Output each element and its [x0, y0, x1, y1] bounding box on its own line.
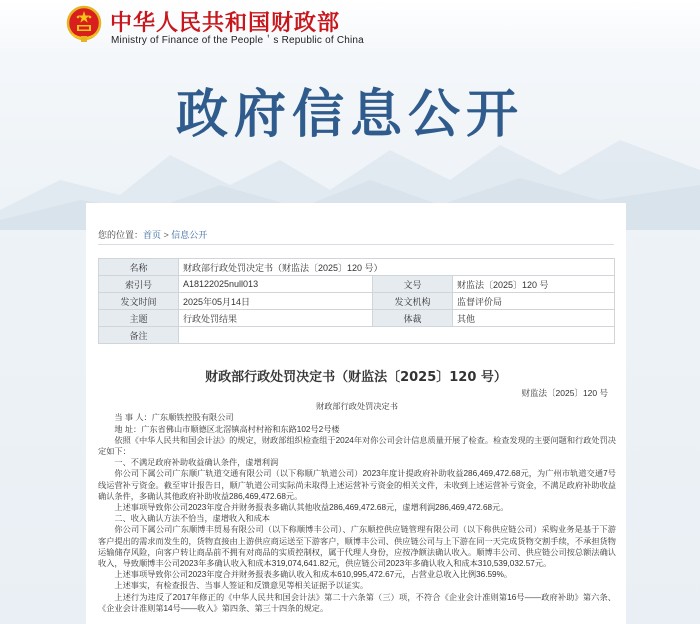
breadcrumb-prefix: 您的位置：	[98, 230, 144, 240]
paragraph-address: 地 址：广东省佛山市顺德区北滘镇高村村裕和东路102号2号楼	[114, 424, 340, 434]
breadcrumb-current-link[interactable]: 信息公开	[171, 230, 208, 240]
meta-genre-label: 体裁	[373, 310, 453, 327]
meta-index-value: A18122025null013	[179, 276, 373, 293]
document-title: 财政部行政处罚决定书（财监法〔2025〕120 号）	[205, 370, 507, 385]
banner-title: 政府信息公开	[175, 85, 524, 145]
paragraph-issue-1-result: 上述事项导致你公司2023年度合并财务报表多确认其他收益286,469,472.68元，虚增利润286,469,472.68元。	[114, 503, 509, 513]
meta-date-label: 发文时间	[99, 293, 179, 310]
meta-row-name	[99, 259, 615, 276]
ministry-name-en: Ministry of Finance of the People＇s Republic of China	[111, 35, 364, 46]
paragraph-violation: 上述行为违反了2017年修正的《中华人民共和国会计法》第二十六条第（三）项，不符合《企业会计准则第16号——政府补助》第六条、《企业会计准则第14号——收入》第四条、第三十四条的规定。	[98, 592, 616, 613]
meta-row-topic	[99, 310, 615, 327]
breadcrumb-divider	[98, 244, 614, 245]
breadcrumb-home-link[interactable]: 首页	[143, 230, 162, 240]
meta-index-label: 索引号	[99, 276, 179, 293]
paragraph-party: 当 事 人：广东顺铁控股有限公司	[114, 413, 234, 423]
meta-remark-label: 备注	[99, 327, 179, 344]
meta-row-remark	[99, 327, 615, 344]
paragraph-intro: 依照《中华人民共和国会计法》的规定，财政部组织检查组于2024年对你公司会计信息质量开展了检查。检查发现的主要问题和行政处罚决定如下：	[98, 435, 616, 457]
meta-name-value: 财政部行政处罚决定书（财监法〔2025〕120 号）	[179, 259, 615, 276]
meta-remark-value	[179, 327, 615, 344]
meta-row-date	[99, 293, 615, 310]
meta-topic-label: 主题	[99, 310, 179, 327]
paragraph-issue-2-detail: 你公司下属公司广东顺博丰贸易有限公司（以下称顺博丰公司）、广东顺控供应链管理有限公司（以下称供应链公司）采购业务是基于下游客户提出的需求而发生的，货物直接由上游供应商运送至下游客户，顺博丰公司、供应链公司与上下游在同一天完成货物交割手续，不承担货物运输储存风险，向客户转让商品前不拥有对商品的实质控制权，属于代理人身份，应按净额法确认收入。顺博丰公司、供应链公司按总额法确认收入，导致顺博丰公司2023年多确认收入和成本319,074,641.82元，供应链公司2023年多确认收入和成本310,539,032.57元。	[98, 525, 616, 569]
meta-issuer-value: 监督评价局	[453, 293, 615, 310]
document-number: 财监法〔2025〕120 号	[521, 388, 608, 398]
paragraph-issue-2-heading: 二、收入确认方法不恰当，虚增收入和成本	[114, 514, 270, 524]
paragraph-issue-2-result: 上述事项导致你公司2023年度合并财务报表多确认收入和成本610,995,472.67元，占营业总收入比例36.59%。	[114, 570, 513, 580]
paragraph-evidence: 上述事实，有检查报告、当事人签证和反馈意见等相关证据予以证实。	[114, 581, 369, 591]
meta-genre-value: 其他	[453, 310, 615, 327]
meta-topic-value: 行政处罚结果	[179, 310, 373, 327]
meta-issuer-label: 发文机构	[373, 293, 453, 310]
meta-docno-value: 财监法〔2025〕120 号	[453, 276, 615, 293]
meta-date-value: 2025年05月14日	[179, 293, 373, 310]
ministry-name-cn[interactable]: 中华人民共和国财政部	[110, 10, 341, 36]
meta-row-index	[99, 276, 615, 293]
paragraph-issue-1-detail: 你公司下属公司广东顺广轨道交通有限公司（以下称顺广轨道公司）2023年度计提政府补助收益286,469,472.68元，为广州市轨道交通7号线运营补亏资金。截至审计报告日，顺广轨道公司实际尚未取得上述运营补亏资金的相关文件，未收到上述运营补亏资金，不满足政府补助收益确认条件，多确认其他政府补助收益286,469,472.68元。	[98, 469, 616, 501]
breadcrumb	[98, 228, 207, 241]
site-header	[0, 0, 700, 56]
breadcrumb-separator: >	[161, 230, 172, 240]
paragraph-issue-1-heading: 一、不满足政府补助收益确认条件，虚增利润	[114, 458, 279, 468]
meta-docno-label: 文号	[373, 276, 453, 293]
national-emblem-icon[interactable]	[66, 4, 102, 44]
document-body	[98, 388, 616, 614]
meta-name-label: 名称	[99, 259, 179, 276]
document-subtitle: 财政部行政处罚决定书	[316, 402, 398, 412]
document-metadata-table	[98, 258, 615, 344]
